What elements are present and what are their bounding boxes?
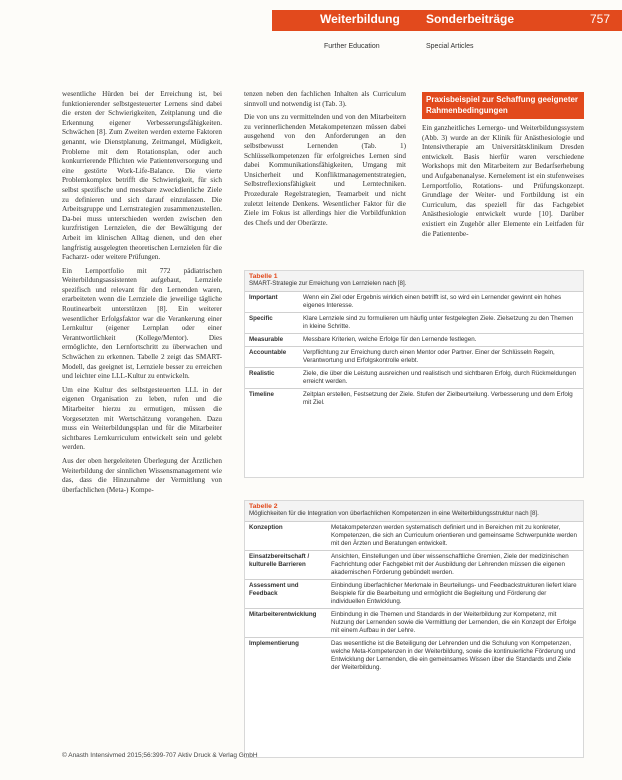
practice-box-title: Praxisbeispiel zur Schaffung geeigneter Rahmenbedingungen (422, 92, 584, 119)
table-row (245, 292, 583, 313)
table-key: Measurable (245, 334, 299, 347)
table-value: Messbare Kriterien, welche Erfolge für den Lernende festlegen. (299, 334, 583, 347)
table-value: Metakompetenzen werden systematisch definiert und in Bereichen mit zu konkreter, Kompetenzen, die sich an Curriculum orientieren und gemeinsame Schwerpunkte werden mit den Ärzten und Beratungen entwickelt. (327, 522, 583, 551)
header-bar (272, 10, 622, 31)
table-row (245, 551, 583, 580)
table-key: Konzeption (245, 522, 327, 551)
paragraph: Ein Lernportfolio mit 772 pädiatrischen Weiterbildungsassistenten aufgebaut, Lernziele spezifisch und relevant für den Lernenden waren, erarbeiteten wenn die Lernziele die jeweilige tägliche Routinearbeit unterstützen [8]. Ein weiterer wesentlicher Erfolgsfaktor war die Verankerung einer Lernkultur (eigener Lernplan oder einer Verantwortlichkeit (Kollege/Mentor). Dies ermöglichte, den Lernfortschritt zu überwachen und Schwächen zu erkennen. Tabelle 2 zeigt das SMART-Modell, das geeignet ist, Lernziele besser zu erreichen und leichter eine LLL-Kultur zu entwickeln. (62, 266, 222, 381)
table-key: Implementierung (245, 638, 327, 675)
table-row (245, 334, 583, 347)
page-footer: © Anasth Intensivmed 2015;56:399-707 Aktiv Druck & Verlag GmbH (62, 752, 258, 759)
table-row (245, 609, 583, 638)
paragraph: wesentliche Hürden bei der Erreichung ist, bei funktionierender selbstgesteuerter Lernens sind dabei die ersten der Schwierigkeiten, Zeitplanung und die Erkennung eigener Verbesserungsfähigkeiten. Schwächen [8]. Zum Zweiten werden externe Faktoren genannt, wie Dienstplanung, Zeitmangel, Müdigkeit, Probleme mit dem Rotationsplan, oder auch konkurrierende Pflichten wie Patientenversorgung und eine gestörte Work-Life-Balance. Die vierte Problemkomplex betrifft die Schwierigkeit, für sich selbst spezifische und messbare zweckdienliche Ziele zu definieren und sich darauf einzulassen. Die Arbeitsgruppe und Lernstrategien zusammenzustellen. Da-bei muss unterschieden werden zwischen den kurzfristigen Lernzielen, die der Bewältigung der Arbeit im klinischen Alltag dienen, und den eher langfristig ausgelegten theoretischen Lernzielen für die Facharzt- oder weitere Prüfungen. (62, 90, 222, 262)
text-column-1 (62, 90, 222, 499)
table-value: Wenn ein Ziel oder Ergebnis wirklich einen betrifft ist, so wird ein Lernender gewinnt ein hohes eigenes Interesse. (299, 292, 583, 313)
table-key: Specific (245, 313, 299, 334)
subheader-english-subsection: Special Articles (426, 43, 474, 50)
table-key: Einsatzbereitschaft / kulturelle Barrieren (245, 551, 327, 580)
table-key: Important (245, 292, 299, 313)
table-label: Tabelle 1 (245, 271, 583, 280)
table-row (245, 389, 583, 410)
table-key: Timeline (245, 389, 299, 410)
table-row (245, 313, 583, 334)
table-caption: SMART-Strategie zur Erreichung von Lernzielen nach [8]. (245, 280, 583, 291)
paragraph: Um eine Kultur des selbstgesteuerten LLL in der eigenen Organisation zu leben, rufen und die Mitarbeiter hierzu zu ermutigen, müssen die Vorgesetzten mit Wertschätzung vorangehen. Dazu muss ein Weiterbildungsplan und für die Mitarbeiter sichtbares Lernkurriculum entwickelt sein und gelebt werden. (62, 385, 222, 452)
table-value: Das wesentliche ist die Beteiligung der Lehrenden und die Schulung von Kompetenzen, welche Meta-Kompetenzen in der Weiterbildung, sowie die kontinuierliche Förderung und Entwicklung der Lernenden, die ein gemeinsames Wissen über die Standards und Ziele der Weiterbildung. (327, 638, 583, 675)
section-title: Weiterbildung (320, 12, 400, 26)
table-label: Tabelle 2 (245, 501, 583, 510)
subheader-english-section: Further Education (324, 43, 380, 50)
practice-box-text: Ein ganzheitliches Lernergo- und Weiterbildungssystem (Abb. 3) wurde an der Klinik für Anästhesiologie und Intensivtherapie am Universitätsklinikum Dresden entwickelt. Basis hierfür waren verschiedene Workshops mit den Mitarbeitern zur Bedarfserhebung und Aufgabenanalyse. Kernelement ist ein stufenweises Lernportfolio, Rotations- und Prüfungskonzept. Grundlage der Weiter- und Fortbildung ist ein Curriculum, das speziell für das Fachgebiet Anästhesiologie entwickelt wurde [10]. Darüber existiert ein Zugehör aller Elemente ein Leitfaden für die Patientenbe- (422, 124, 584, 238)
table-key: Assessment und Feedback (245, 580, 327, 609)
table-row (245, 522, 583, 551)
table-value: Zeitplan erstellen, Festsetzung der Ziele. Stufen der Zielbeurteilung. Verbesserung und dem Erfolg mit Ziel. (299, 389, 583, 410)
paragraph: Die von uns zu vermittelnden und von den Mitarbeitern zu verinnerlichenden Metakompetenzen müssen dabei ausgehend von den Anforderungen an den selbstbewusst Lernenden (Tab. 1) Schlüsselkompetenzen für erfolgreiches Lernen sind dabei Kommunikationsfähigkeiten, Umgang mit Unsicherheit und Konfliktmanagementstrategien, Selbstreflexionsfähigkeit und Lerntechniken. Prozedurale Regelstrategien, Teamarbeit und nicht zuletzt leitende Denkens. Wesentlicher Faktor für die Ziele im Fokus ist allerdings hier die Vorbildfunktion des Chefs und der Oberärzte. (244, 113, 406, 227)
table-2 (244, 500, 584, 758)
table-row (245, 368, 583, 389)
paragraph: tenzen neben den fachlichen Inhalten als Curriculum sinnvoll und notwendig ist (Tab. 3). (244, 90, 406, 108)
table-value: Einbindung in die Themen und Standards in der Weiterbildung zur Kompetenz, mit Nutzung der Lernenden sowie die Vermittlung der Lernenden, die ein Konzept der Erfolge mit einem Aufbau in der Lehre. (327, 609, 583, 638)
table-row (245, 638, 583, 675)
table-key: Realistic (245, 368, 299, 389)
table-value: Ziele, die über die Leistung ausreichen und realistisch und sichtbaren Erfolg, durch Rückmeldungen erreicht werden. (299, 368, 583, 389)
table-value: Ansichten, Einstellungen und über wissenschaftliche Gremien, Ziele der medizinischen Fachrichtung oder Fachgebiet mit der Ausbildung der Lehrenden müssen die eigenen akademischen Förderung gebündelt werden. (327, 551, 583, 580)
table-row (245, 347, 583, 368)
section-subtitle: Sonderbeiträge (426, 12, 515, 26)
text-column-2 (244, 90, 406, 232)
table-caption: Möglichkeiten für die Integration von überfachlichen Kompetenzen in eine Weiterbildungsstruktur nach [8]. (245, 510, 583, 521)
table-row (245, 580, 583, 609)
table-value: Einbindung überfachlicher Merkmale in Beurteilungs- und Feedbackstrukturen liefert klare Beispiele für die Bearbeitung und ermöglicht die Begleitung und Förderung der individuellen Entwicklung. (327, 580, 583, 609)
table-key: Mitarbeiterentwicklung (245, 609, 327, 638)
table-value: Verpflichtung zur Erreichung durch einen Mentor oder Partner. Einer der Schlüsseln Regeln, Verantwortung und Erfolgskontrolle erlebt. (299, 347, 583, 368)
page-number: 757 (589, 12, 610, 26)
table-key: Accountable (245, 347, 299, 368)
table-value: Klare Lernziele sind zu formulieren um häufig unter festgelegten Ziele. Zielsetzung zu den Themen in kleine Schritte. (299, 313, 583, 334)
paragraph: Aus der oben hergeleiteten Überlegung der Ärztlichen Weiterbildung der sinnlichen Wissensmanagement wie das, dass die Hinzunahme der Vermittlung von überfachlichen (Meta-) Kompe- (62, 456, 222, 494)
table-1 (244, 270, 584, 478)
